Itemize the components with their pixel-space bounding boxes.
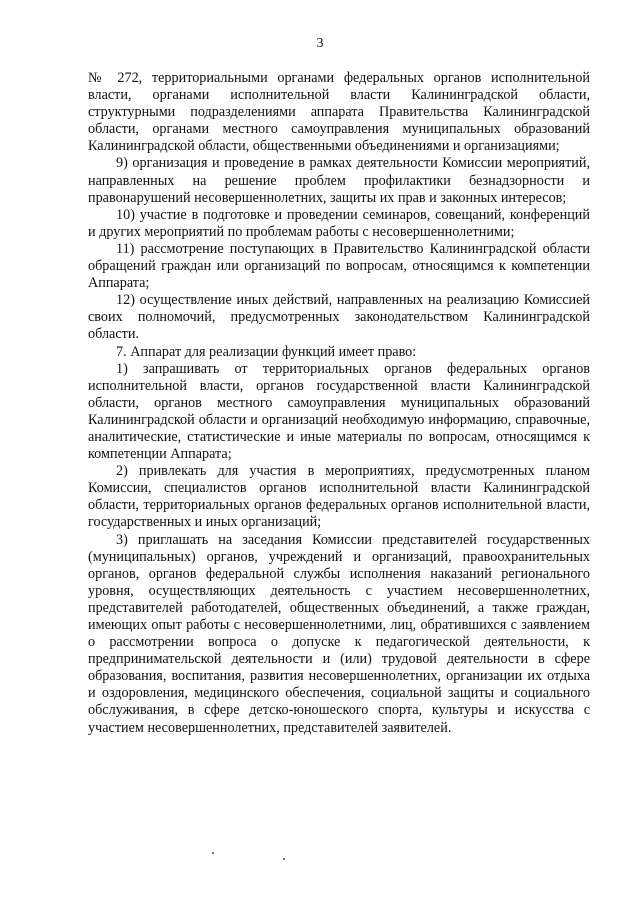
paragraph-right-1: 1) запрашивать от территориальных органов федеральных органов исполнительной власти, органов государственной власти Калининградской области, органов местного самоуправления муниципальных образований Калининградской области и организаций необходимую информацию, справочные, аналитические, статистические и иные материалы по вопросам, относящимся к компетенции Аппарата; — [88, 360, 590, 463]
document-body — [88, 70, 590, 737]
section-7-heading: 7. Аппарат для реализации функций имеет право: — [116, 343, 417, 360]
page-number: 3 — [316, 36, 324, 51]
paragraph-item-9: 9) организация и проведение в рамках деятельности Комиссии мероприятий, направленных на решение проблем профилактики безнадзорности и правонарушений несовершеннолетних, защиты их прав и законных интересов; — [88, 155, 590, 206]
paragraph-continuation: № 272, территориальными органами федеральных органов исполнительной власти, органами исполнительной власти Калининградской области, структурными подразделениями аппарата Правительства Калининградской области, органами местного самоуправления муниципальных образований Калининградской области, общественными объединениями и организациями; — [88, 70, 590, 155]
paragraph-item-12: 12) осуществление иных действий, направленных на реализацию Комиссией своих полномочий, предусмотренных законодательством Калининградской области. — [88, 292, 590, 343]
paragraph-right-2: 2) привлекать для участия в мероприятиях, предусмотренных планом Комиссии, специалистов органов исполнительной власти Калининградской области, территориальных органов федеральных органов исполнительной власти, государственных и иных организаций; — [88, 463, 590, 531]
scan-speck — [283, 858, 285, 860]
paragraph-item-10: 10) участие в подготовке и проведении семинаров, совещаний, конференций и других мероприятий по проблемам работы с несовершеннолетними; — [88, 206, 590, 240]
paragraph-item-11: 11) рассмотрение поступающих в Правительство Калининградской области обращений граждан или организаций по вопросам, относящимся к компетенции Аппарата; — [88, 240, 590, 292]
paragraph-right-3: 3) приглашать на заседания Комиссии представителей государственных (муниципальных) органов, учреждений и организаций, правоохранительных органов, органов федеральной службы исполнения наказаний регионального уровня, осуществляющих деятельность с участием несовершеннолетних, представителей работодателей, общественных объединений, а также граждан, имеющих опыт работы с несовершеннолетними, лиц, обратившихся с заявлением о рассмотрении вопроса о допуске к педагогической деятельности, к предпринимательской деятельности и (или) трудовой деятельности в сфере образования, воспитания, развития несовершеннолетних, организации их отдыха и оздоровления, медицинского обеспечения, социальной защиты и социального обслуживания, в сфере детско-юношеского спорта, культуры и искусства с участием несовершеннолетних, представителей заявителей. — [88, 531, 590, 736]
scan-speck — [212, 852, 214, 854]
